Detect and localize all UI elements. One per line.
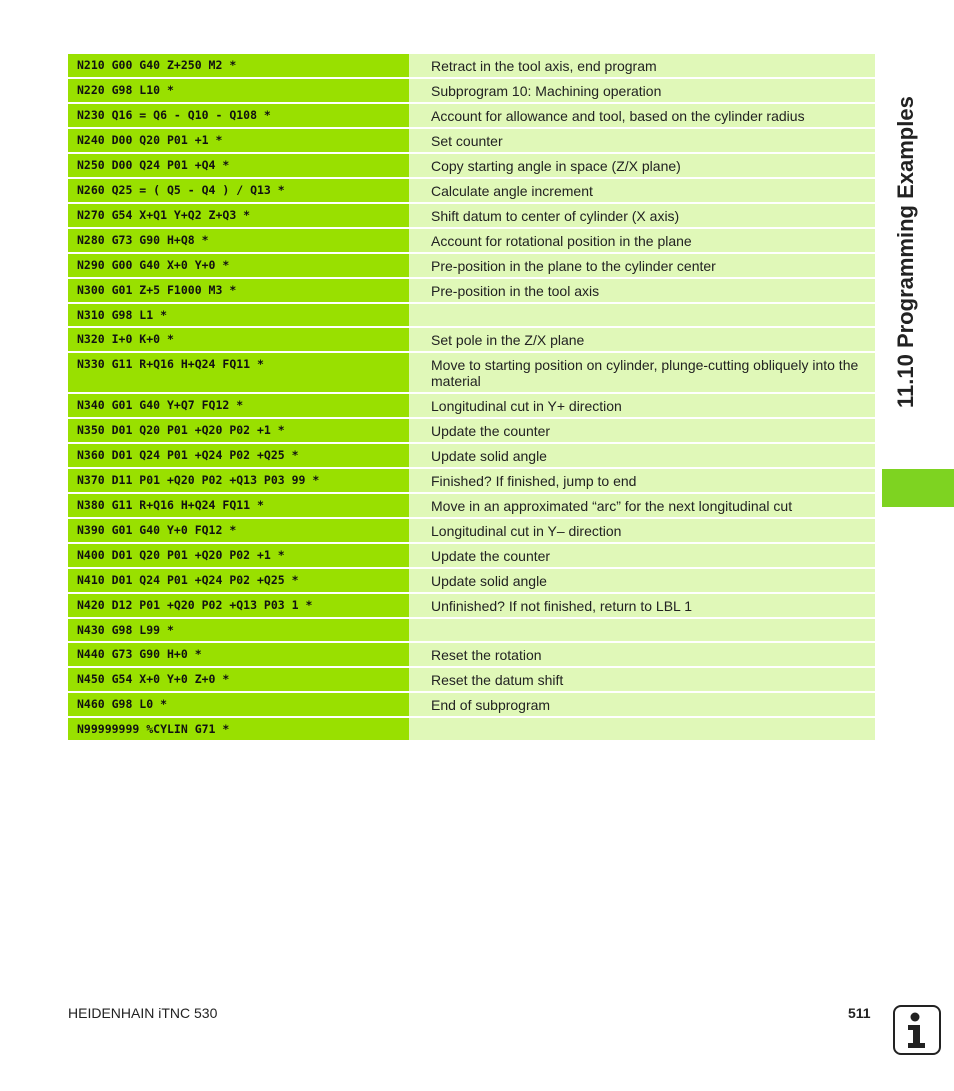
description-cell: Account for rotational position in the plane bbox=[409, 229, 875, 254]
code-cell: N430 G98 L99 * bbox=[68, 619, 409, 643]
table-row bbox=[68, 594, 875, 619]
description-cell: Copy starting angle in space (Z/X plane) bbox=[409, 154, 875, 179]
description-cell bbox=[409, 619, 875, 643]
code-cell: N450 G54 X+0 Y+0 Z+0 * bbox=[68, 668, 409, 693]
table-row bbox=[68, 129, 875, 154]
code-cell: N290 G00 G40 X+0 Y+0 * bbox=[68, 254, 409, 279]
description-cell: Account for allowance and tool, based on the cylinder radius bbox=[409, 104, 875, 129]
table-row bbox=[68, 328, 875, 353]
table-row bbox=[68, 229, 875, 254]
description-cell bbox=[409, 304, 875, 328]
table-row bbox=[68, 79, 875, 104]
section-tab bbox=[882, 469, 954, 507]
description-cell: Move to starting position on cylinder, plunge-cutting obliquely into the material bbox=[409, 353, 875, 394]
info-icon bbox=[893, 1005, 941, 1055]
description-cell: Retract in the tool axis, end program bbox=[409, 54, 875, 79]
description-cell: Shift datum to center of cylinder (X axis) bbox=[409, 204, 875, 229]
code-cell: N360 D01 Q24 P01 +Q24 P02 +Q25 * bbox=[68, 444, 409, 469]
code-cell: N400 D01 Q20 P01 +Q20 P02 +1 * bbox=[68, 544, 409, 569]
code-cell: N330 G11 R+Q16 H+Q24 FQ11 * bbox=[68, 353, 409, 394]
page-number: 511 bbox=[848, 1005, 871, 1021]
description-cell: Longitudinal cut in Y– direction bbox=[409, 519, 875, 544]
table-row bbox=[68, 469, 875, 494]
description-cell: Unfinished? If not finished, return to LBL 1 bbox=[409, 594, 875, 619]
description-cell: Reset the datum shift bbox=[409, 668, 875, 693]
code-cell: N410 D01 Q24 P01 +Q24 P02 +Q25 * bbox=[68, 569, 409, 594]
table-row bbox=[68, 643, 875, 668]
code-cell: N420 D12 P01 +Q20 P02 +Q13 P03 1 * bbox=[68, 594, 409, 619]
code-cell: N210 G00 G40 Z+250 M2 * bbox=[68, 54, 409, 79]
code-cell: N320 I+0 K+0 * bbox=[68, 328, 409, 353]
description-cell: Reset the rotation bbox=[409, 643, 875, 668]
table-row bbox=[68, 494, 875, 519]
code-cell: N340 G01 G40 Y+Q7 FQ12 * bbox=[68, 394, 409, 419]
description-cell: Longitudinal cut in Y+ direction bbox=[409, 394, 875, 419]
description-cell: Finished? If finished, jump to end bbox=[409, 469, 875, 494]
description-cell: Set counter bbox=[409, 129, 875, 154]
description-cell: End of subprogram bbox=[409, 693, 875, 718]
table-row bbox=[68, 304, 875, 328]
description-cell: Set pole in the Z/X plane bbox=[409, 328, 875, 353]
table-row bbox=[68, 154, 875, 179]
footer-product: HEIDENHAIN iTNC 530 bbox=[68, 1005, 218, 1021]
code-cell: N390 G01 G40 Y+0 FQ12 * bbox=[68, 519, 409, 544]
description-cell: Update solid angle bbox=[409, 569, 875, 594]
code-cell: N310 G98 L1 * bbox=[68, 304, 409, 328]
table-row bbox=[68, 204, 875, 229]
code-cell: N250 D00 Q24 P01 +Q4 * bbox=[68, 154, 409, 179]
description-cell: Update the counter bbox=[409, 419, 875, 444]
code-cell: N270 G54 X+Q1 Y+Q2 Z+Q3 * bbox=[68, 204, 409, 229]
table-row bbox=[68, 619, 875, 643]
code-cell: N350 D01 Q20 P01 +Q20 P02 +1 * bbox=[68, 419, 409, 444]
table-row bbox=[68, 718, 875, 742]
table-row bbox=[68, 668, 875, 693]
table-row bbox=[68, 419, 875, 444]
description-cell bbox=[409, 718, 875, 742]
description-cell: Update solid angle bbox=[409, 444, 875, 469]
code-cell: N240 D00 Q20 P01 +1 * bbox=[68, 129, 409, 154]
code-cell: N460 G98 L0 * bbox=[68, 693, 409, 718]
section-title: 11.10 Programming Examples bbox=[893, 96, 918, 408]
description-cell: Pre-position in the tool axis bbox=[409, 279, 875, 304]
table-row bbox=[68, 444, 875, 469]
program-table bbox=[68, 54, 875, 742]
table-row bbox=[68, 104, 875, 129]
code-cell: N380 G11 R+Q16 H+Q24 FQ11 * bbox=[68, 494, 409, 519]
table-row bbox=[68, 519, 875, 544]
table-row bbox=[68, 394, 875, 419]
table-row bbox=[68, 353, 875, 394]
description-cell: Calculate angle increment bbox=[409, 179, 875, 204]
description-cell: Update the counter bbox=[409, 544, 875, 569]
code-cell: N280 G73 G90 H+Q8 * bbox=[68, 229, 409, 254]
description-cell: Pre-position in the plane to the cylinder center bbox=[409, 254, 875, 279]
table-row bbox=[68, 569, 875, 594]
code-cell: N220 G98 L10 * bbox=[68, 79, 409, 104]
code-cell: N260 Q25 = ( Q5 - Q4 ) / Q13 * bbox=[68, 179, 409, 204]
description-cell: Subprogram 10: Machining operation bbox=[409, 79, 875, 104]
code-cell: N99999999 %CYLIN G71 * bbox=[68, 718, 409, 742]
table-row bbox=[68, 54, 875, 79]
table-row bbox=[68, 544, 875, 569]
code-cell: N370 D11 P01 +Q20 P02 +Q13 P03 99 * bbox=[68, 469, 409, 494]
table-row bbox=[68, 693, 875, 718]
table-row bbox=[68, 179, 875, 204]
code-cell: N230 Q16 = Q6 - Q10 - Q108 * bbox=[68, 104, 409, 129]
code-cell: N300 G01 Z+5 F1000 M3 * bbox=[68, 279, 409, 304]
table-row bbox=[68, 254, 875, 279]
code-cell: N440 G73 G90 H+0 * bbox=[68, 643, 409, 668]
table-row bbox=[68, 279, 875, 304]
description-cell: Move in an approximated “arc” for the next longitudinal cut bbox=[409, 494, 875, 519]
